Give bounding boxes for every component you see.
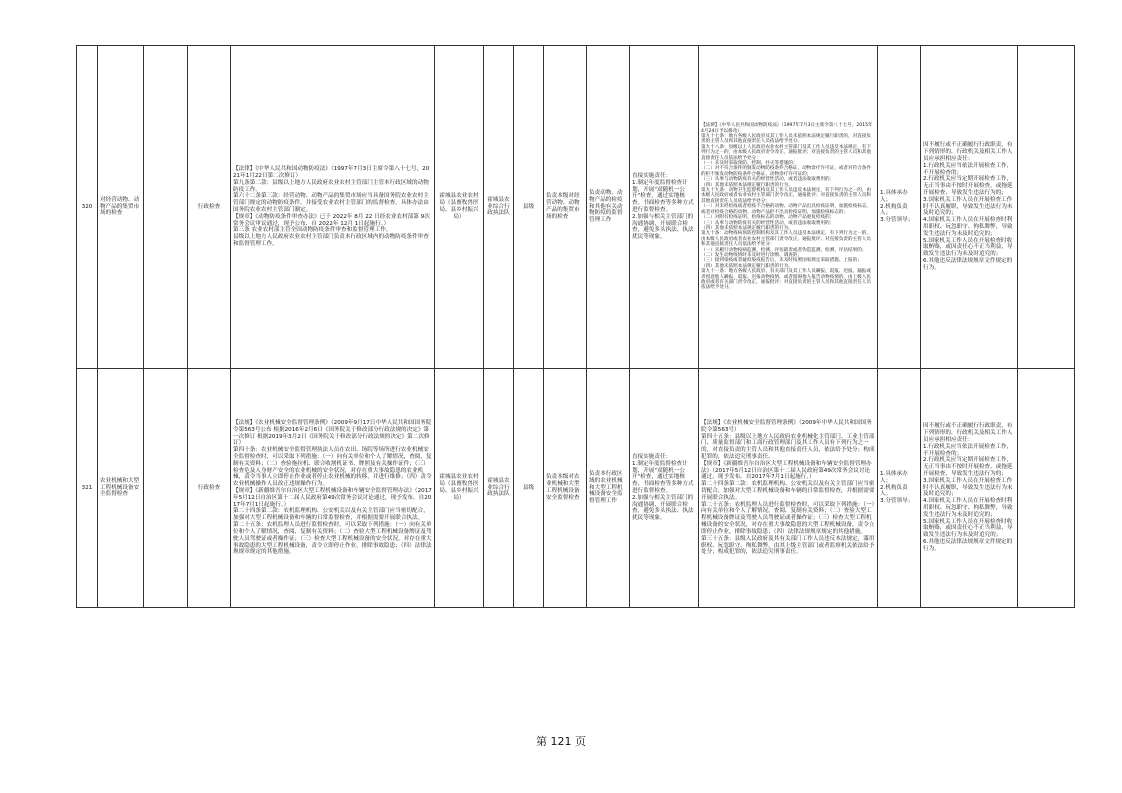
content: 负责本级对经营动物、动物产品的集贸市场的检查 — [544, 46, 587, 369]
accountability-basis: 【法规】《农业机械安全监督管理条例》（2009年中华人民共和国国务院令第563号） 第四十五条：县级以上地方人民政府农业机械化主管部门、工业主管部门、质量监督部门和工商行政管理部门及其工作人员有下列行为之一的，对直接负责的主管人员和其他直接责任人员，依法给予处分；构成犯罪的，依法追究刑事责任。 【规章】《新疆维吾尔自治区大型工程机械设备和车辆安全监督管理办法》（2017年5月12日自治区第十二届人民政府第49次常务会议讨论通过，现予发布，自2017年7月1日起施行。） 第二十四条第二款：农机监理机构、公安机关以及有关主管部门应当密切配合，加强对大型工程机械设备和车辆的日常监督检查，并根据需要开展联合执法。 第二十五条：农机监理人员进行监督检查时，可以采取下列措施：（一）向有关单位和个人了解情况，查阅、复制有关资料；（二）查验大型工程机械设备牌证及驾驶人员驾驶证或者操作证；（三）检查大型工程机械设备的安全状况，对存在重大事故隐患的大型工程机械设备，责令立即停止作业，排除事故隐患；（四）法律法规规章规定的其他措施。 第三十五条：县级人民政府及其有关部门工作人员违反本法规定，滥用职权、玩忽职守、徇私舞弊，由其上级主管部门或者监察机关依法给予处分；构成犯罪的，依法追究刑事责任。 — [699, 369, 878, 608]
level: 县级 — [514, 46, 544, 369]
legal-basis: 【法规】《农业机械安全监督管理条例》（2009年9月17日中华人民共和国国务院令第563号公布 根据2016年2月6日《国务院关于修改部分行政法规的决定》第一次修订 根据2019年3月2日《国务院关于修改部分行政法规的决定》第二次修订） 第四十条：农业机械安全监督管理执法人员在农田、场院等场所进行农业机械安全监督检查时，可以采取下列措施：（一）向有关单位和个人了解情况，查阅、复制有关资料；（二）查验拖拉机、联合收割机证书、牌照及有关操作证件；（三）检查危及人身财产安全的农业机械的安全状况，对存在重大事故隐患的农业机械，责令当事人立即停止作业或者停止农业机械的转移，并进行维修；（四）责令农业机械操作人员改正违规操作行为。 【规章】《新疆维吾尔自治区大型工程机械设备和车辆安全监督管理办法》（2017年5月12日自治区第十二届人民政府第49次常务会议讨论通过，现予发布，自2017年7月1日起施行。） 第二十四条第二款：农机监理机构、公安机关以及有关主管部门应当密切配合，加强对大型工程机械设备和车辆的日常监督检查，并根据需要开展联合执法。 第二十五条：农机监理人员进行监督检查时，可以采取下列措施：（一）向有关单位和个人了解情况，查阅、复制有关资料；（二）查验大型工程机械设备牌证及驾驶人员驾驶证或者操作证；（三）检查大型工程机械设备的安全状况，对存在重大事故隐患的大型工程机械设备，责令立即停止作业，排除事故隐患；（四）法律法规规章规定的其他措施。 — [231, 369, 435, 608]
accountability-basis: 【法律】《中华人民共和国动物防疫法》（1997年7月3日主席令第八十七号，2015年4月24日予以修改） 第九十七条：地方各级人民政府及其工作人员未依照本法规定履行职责的，对直接负责的主管人员和其他直接责任人员依法给予处分。 第九十八条：县级以上人民政府农业农村主管部门及其工作人员违反本法规定，有下列行为之一的，由本级人民政府责令改正，通报批评；对直接负责的主管人员和其他直接责任人员依法给予处分： （一）未及时采取预防、控制、扑灭等措施的； （二）对不符合条件的颁发动物防疫条件合格证、动物诊疗许可证，或者对符合条件的拒不颁发动物防疫条件合格证、动物诊疗许可证的； （三）从事与动物防疫有关的经营性活动，或者违法收取费用的； （四）其他未依照本法规定履行职责的行为。 第九十九条：动物卫生监督机构及其工作人员违反本法规定，有下列行为之一的，由本级人民政府或者农业农村主管部门责令改正，通报批评；对直接负责的主管人员和其他直接责任人员依法给予处分： （一）对未经检疫或者检疫不合格的动物、动物产品出具检疫证明、加施检疫标志，或者对检疫合格的动物、动物产品拒不出具检疫证明、加施检疫标志的； （二）对附有检疫证明、检疫标志的动物、动物产品重复检疫的； （三）从事与动物防疫有关的经营性活动，或者违法收取费用的； （四）其他未依照本法规定履行职责的行为。 第九十条：动物疫病预防控制机构及其工作人员违反本法规定，有下列行为之一的，由本级人民政府或者农业农村主管部门责令改正，通报批评；对直接负责的主管人员和其他直接责任人员依法给予处分： （一）未履行动物疫病监测、检测、评估职责或者伪造监测、检测、评估结果的； （二）发生动物疫情时未及时进行诊断、调查的； （三）接到染疫或者疑似染疫报告后，未及时按照国家规定采取措施、上报的； （四）其他未依照本法规定履行职责的行为。 第九十一条：地方各级人民政府、有关部门及其工作人员瞒报、谎报、迟报、漏报或者授意他人瞒报、谎报、迟报动物疫情，或者阻碍他人报告动物疫情的，由上级人民政府或者有关部门责令改正，通报批评；对直接负责的主管人员和其他直接责任人员依法给予处分。 — [699, 46, 878, 369]
subject: 负责动物、动物产品的检疫和其他有关动物防疫的监督管理工作 — [587, 46, 630, 369]
sub-item — [144, 46, 188, 369]
accountability-situations: 因不履行或不正确履行行政职责，有下列情形的，行政机关及相关工作人员应承担相应责任： 1.行政机关应当依法开展检查工作，不开展检查的； 2.行政机关应当定期开展检查工作，无正当事由不按时开展检查，或拖延开展检查，导致发生违法行为的； 3.国家机关工作人员在开展检查工作时不认真履职，导致发生违法行为未及时追究的； 4.国家机关工作人员在开展检查时利用职权、玩忽职守、徇私舞弊，导致发生违法行为未及时追究的； 5.国家机关工作人员在开展检查时收取贿赂，或因责任心不正当利益，导致发生违法行为未及时追究的； 6.其他违反法律法规规章文件规定的行为。 — [921, 46, 1018, 369]
item-name: 农业机械和大型工程机械设备安全监督检查 — [98, 369, 144, 608]
duty: 直接实施责任： 1.制定年度监督检查计划，开展"双随机一公开"检查，通过实地核查、书面检查等多种方式进行监督检查。 2.加强与相关主管部门的沟通协调，开展联合检查，避免多头执法、执法扰民等现象。 — [630, 46, 699, 369]
sub-item — [144, 369, 188, 608]
remark — [1018, 369, 1075, 608]
duty: 直接实施责任： 1.制定年度监督检查计划，开展"双随机一公开"检查，通过实地核查、书面检查等多种方式进行监督检查。 2.加强与相关主管部门的沟通协调，开展联合检查，避免多头执法、执法扰民等现象。 — [630, 369, 699, 608]
page-number: 第 121 页 — [536, 735, 586, 748]
duty-type: 1.具体承办人； 2.机构负责人； 3.分管领导； — [878, 46, 921, 369]
implementing-unit: 霍城县农业综合行政执法队 — [484, 369, 514, 608]
table-row — [77, 46, 1075, 369]
row-number: 320 — [77, 46, 98, 369]
department: 霍城县农业农村局（县畜牧兽医局、县乡村振兴局） — [435, 369, 484, 608]
responsibility-table — [76, 45, 1075, 608]
remark — [1018, 46, 1075, 369]
duty-type: 1.具体承办人； 2.机构负责人； 3.分管领导； — [878, 369, 921, 608]
legal-basis: 【法律】《中华人民共和国动物防疫法》（1997年7月3日主席令第八十七号，2021年1月22日第二次修订） 第九条第二款：县级以上地方人民政府农业农村主管部门主管本行政区域的动物防疫工作。 第六十二条第三款：经营动物、动物产品的集贸市场应当具备国务院农业农村主管部门规定的动物防疫条件，并接受农业农村主管部门的监督检查。具体办法由国务院农业农村主管部门制定。 【规章】《动物防疫条件审查办法》已于 2022年 8月 22 日经农业农村部第 9次常务会议审议通过，现予公布，自 2022年 12月 1日起施行。） 第三条 农业农村部主管全国动物防疫条件审查和监督管理工作。 县级以上地方人民政府农业农村主管部门负责本行政区域内的动物防疫条件审查和监督管理工作。 — [231, 46, 435, 369]
item-name: 对经营动物、动物产品的集贸市场的检查 — [98, 46, 144, 369]
subject: 负责本行政区域的农业机械和大型工程机械设备安全监督管理工作 — [587, 369, 630, 608]
level: 县级 — [514, 369, 544, 608]
row-number: 321 — [77, 369, 98, 608]
power-type: 行政检查 — [188, 369, 231, 608]
table-row — [77, 369, 1075, 608]
department: 霍城县农业农村局（县畜牧兽医局、县乡村振兴局） — [435, 46, 484, 369]
implementing-unit: 霍城县农业综合行政执法队 — [484, 46, 514, 369]
accountability-situations: 因不履行或不正确履行行政职责，有下列情形的，行政机关及相关工作人员应承担相应责任： 1.行政机关应当依法开展检查工作，不开展检查的； 2.行政机关应当定期开展检查工作，无正当事由不按时开展检查，或拖延开展检查，导致发生违法行为的； 3.国家机关工作人员在开展检查工作时不认真履职，导致发生违法行为未及时追究的； 4.国家机关工作人员在开展检查时利用职权、玩忽职守、徇私舞弊，导致发生违法行为未及时追究的； 5.国家机关工作人员在开展检查时收取贿赂，或因责任心不正当利益，导致发生违法行为未及时追究的； 6.其他违反法律法规规章文件规定的行为。 — [921, 369, 1018, 608]
power-type: 行政检查 — [188, 46, 231, 369]
content: 负责本级对农业机械和大型工程机械设备安全监督检查 — [544, 369, 587, 608]
